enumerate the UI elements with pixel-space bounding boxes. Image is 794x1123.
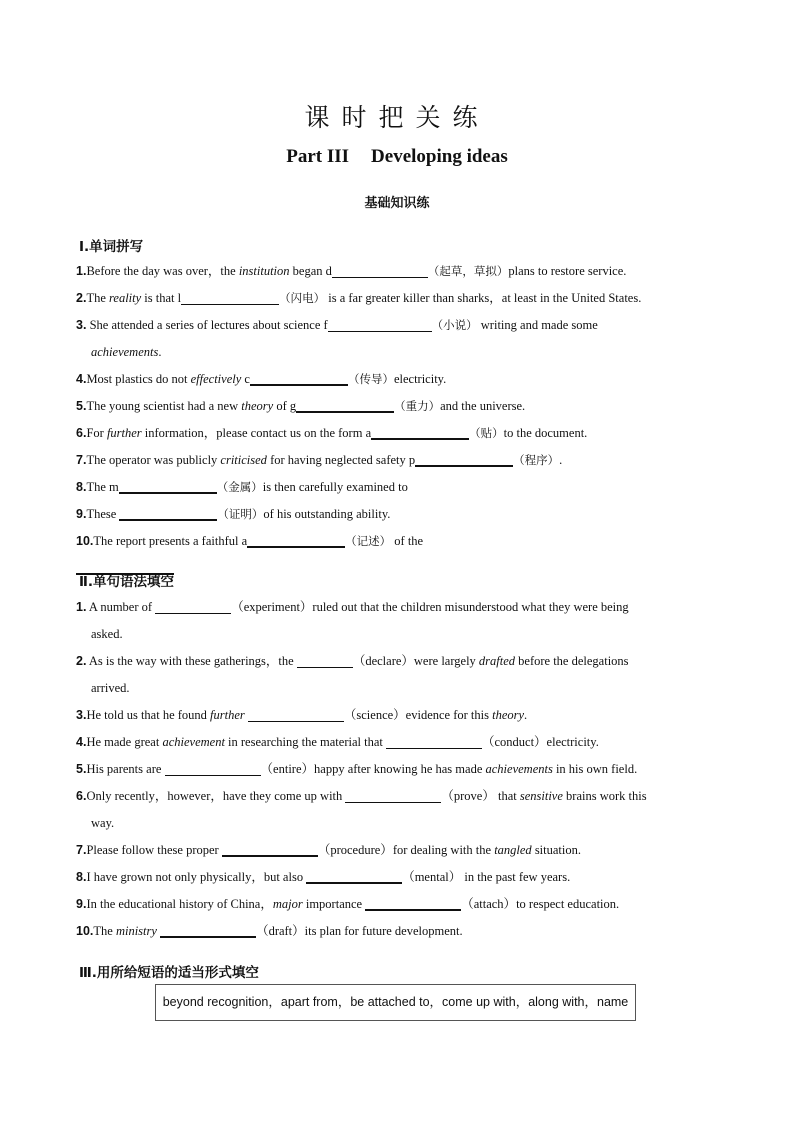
answer-blank[interactable] [296, 397, 394, 413]
question-row: 9.These （证明）of his outstanding ability. [76, 507, 391, 521]
question-row: 9.In the educational history of China，major importance （attach）to respect education. [76, 897, 620, 911]
question-row: 5.The young scientist had a new theory of g （重力）and the universe. [76, 399, 526, 413]
answer-blank[interactable] [181, 290, 279, 305]
answer-blank[interactable] [415, 451, 513, 467]
question-continuation: asked. [91, 627, 123, 641]
answer-blank[interactable] [332, 263, 428, 278]
question-row: 3. She attended a series of lectures about science f （小说） writing and made some [76, 318, 598, 332]
question-row: 10.The report presents a faithful a （记述） of the [76, 534, 424, 548]
answer-blank[interactable] [222, 841, 318, 857]
question-row: 4.He made great achievement in researching the material that （conduct）electricity. [76, 735, 599, 749]
section-heading-phrases: Ⅲ.用所给短语的适当形式填空 [79, 965, 259, 981]
answer-blank[interactable] [328, 317, 432, 332]
question-row: 6.Only recently，however，have they come up with （prove） that sensitive brains work this [76, 789, 647, 803]
question-row: 1. A number of （experiment）ruled out that the children misunderstood what they were being [76, 600, 629, 614]
answer-blank[interactable] [160, 922, 256, 938]
question-row: 2.The reality is that l （闪电） is a far greater killer than sharks，at least in the United States. [76, 291, 642, 305]
question-row: 4.Most plastics do not effectively c （传导）electricity. [76, 372, 447, 386]
answer-blank[interactable] [247, 532, 345, 548]
question-row: 2. As is the way with these gatherings，the （declare）were largely drafted before the delegations [76, 654, 629, 668]
question-row: 3.He told us that he found further （science）evidence for this theory. [76, 708, 528, 722]
answer-blank[interactable] [250, 370, 348, 386]
question-row: 1.Before the day was over，the institution began d （起草，草拟）plans to restore service. [76, 264, 627, 278]
answer-blank[interactable] [155, 599, 231, 614]
answer-blank[interactable] [365, 895, 461, 911]
question-row: 10.The ministry （draft）its plan for future development. [76, 924, 463, 938]
subtitle-topic: Developing ideas [371, 146, 508, 167]
page-title: 课时把关练 [304, 103, 490, 132]
level-heading: 基础知识练 [364, 196, 430, 211]
question-row: 8.The m （金属）is then carefully examined to [76, 480, 408, 494]
question-continuation: arrived. [91, 681, 130, 695]
section-heading-grammar: Ⅱ.单句语法填空 [79, 574, 175, 590]
section-heading-spelling: Ⅰ.单词拼写 [79, 239, 144, 255]
question-row: 7.The operator was publicly criticised for having neglected safety p （程序）. [76, 453, 563, 467]
question-row: 6.For further information，please contact us on the form a （贴）to the document. [76, 426, 588, 440]
subtitle-part: Part III [286, 146, 350, 167]
question-row: 5.His parents are （entire）happy after knowing he has made achievements in his own field. [76, 762, 638, 776]
answer-blank[interactable] [345, 788, 441, 803]
answer-blank[interactable] [297, 653, 353, 668]
page-subtitle [0, 146, 794, 168]
phrase-bank-box: beyond recognition，apart from，be attached to，come up with，along with，name [155, 984, 636, 1021]
answer-blank[interactable] [165, 761, 261, 776]
question-row: 8.I have grown not only physically，but also （mental） in the past few years. [76, 870, 571, 884]
answer-blank[interactable] [119, 478, 217, 494]
answer-blank[interactable] [386, 734, 482, 749]
answer-blank[interactable] [371, 424, 469, 440]
answer-blank[interactable] [306, 868, 402, 884]
question-continuation: way. [91, 816, 115, 830]
question-row: 7.Please follow these proper （procedure）for dealing with the tangled situation. [76, 843, 581, 857]
answer-blank[interactable] [248, 707, 344, 722]
question-continuation: achievements. [91, 345, 162, 359]
answer-blank[interactable] [119, 505, 217, 521]
